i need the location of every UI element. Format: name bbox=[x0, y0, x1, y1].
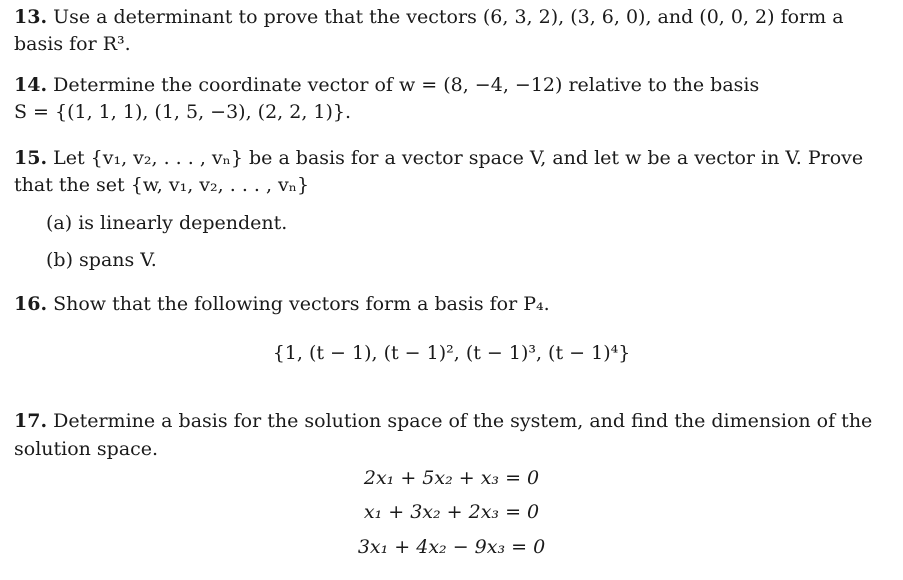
problem-14-number: 14. bbox=[14, 74, 48, 96]
problem-15-line-1 bbox=[14, 145, 863, 171]
problem-15-number: 15. bbox=[14, 147, 48, 169]
problem-17-equation-1: 2x₁ + 5x₂ + x₃ = 0 bbox=[363, 467, 540, 489]
problem-13-line-2: basis for R³. bbox=[14, 33, 131, 55]
problem-17-line-2: solution space. bbox=[14, 438, 159, 460]
problem-17-equation-2: x₁ + 3x₂ + 2x₃ = 0 bbox=[363, 501, 540, 523]
problem-16-text: Show that the following vectors form a basis for P₄. bbox=[53, 293, 550, 315]
problem-15-line-2: that the set {w, v₁, v₂, . . . , vₙ} bbox=[14, 174, 310, 196]
problem-13-number: 13. bbox=[14, 6, 48, 28]
problem-14-line-1 bbox=[14, 72, 759, 98]
problem-15-part-a: (a) is linearly dependent. bbox=[46, 212, 288, 234]
problem-13-line-1 bbox=[14, 4, 844, 30]
problem-17-number: 17. bbox=[14, 410, 48, 432]
problem-17-text: Determine a basis for the solution space of the system, and find the dimension of the bbox=[53, 410, 873, 432]
problem-14-text: Determine the coordinate vector of w = (8, −4, −12) relative to the basis bbox=[53, 74, 760, 96]
problem-15-text: Let {v₁, v₂, . . . , vₙ} be a basis for a vector space V, and let w be a vector in V. Prove bbox=[53, 147, 864, 169]
problem-17-equation-3: 3x₁ + 4x₂ − 9x₃ = 0 bbox=[357, 536, 546, 558]
problem-16-line-1 bbox=[14, 291, 550, 317]
problem-16-number: 16. bbox=[14, 293, 48, 315]
problem-17-line-1 bbox=[14, 408, 872, 434]
problem-14-line-2: S = {(1, 1, 1), (1, 5, −3), (2, 2, 1)}. bbox=[14, 101, 352, 123]
problem-16-vector-set: {1, (t − 1), (t − 1)², (t − 1)³, (t − 1)⁴} bbox=[272, 342, 631, 364]
problem-13-text: Use a determinant to prove that the vectors (6, 3, 2), (3, 6, 0), and (0, 0, 2) form a bbox=[53, 6, 844, 28]
problem-15-part-b: (b) spans V. bbox=[46, 249, 157, 271]
